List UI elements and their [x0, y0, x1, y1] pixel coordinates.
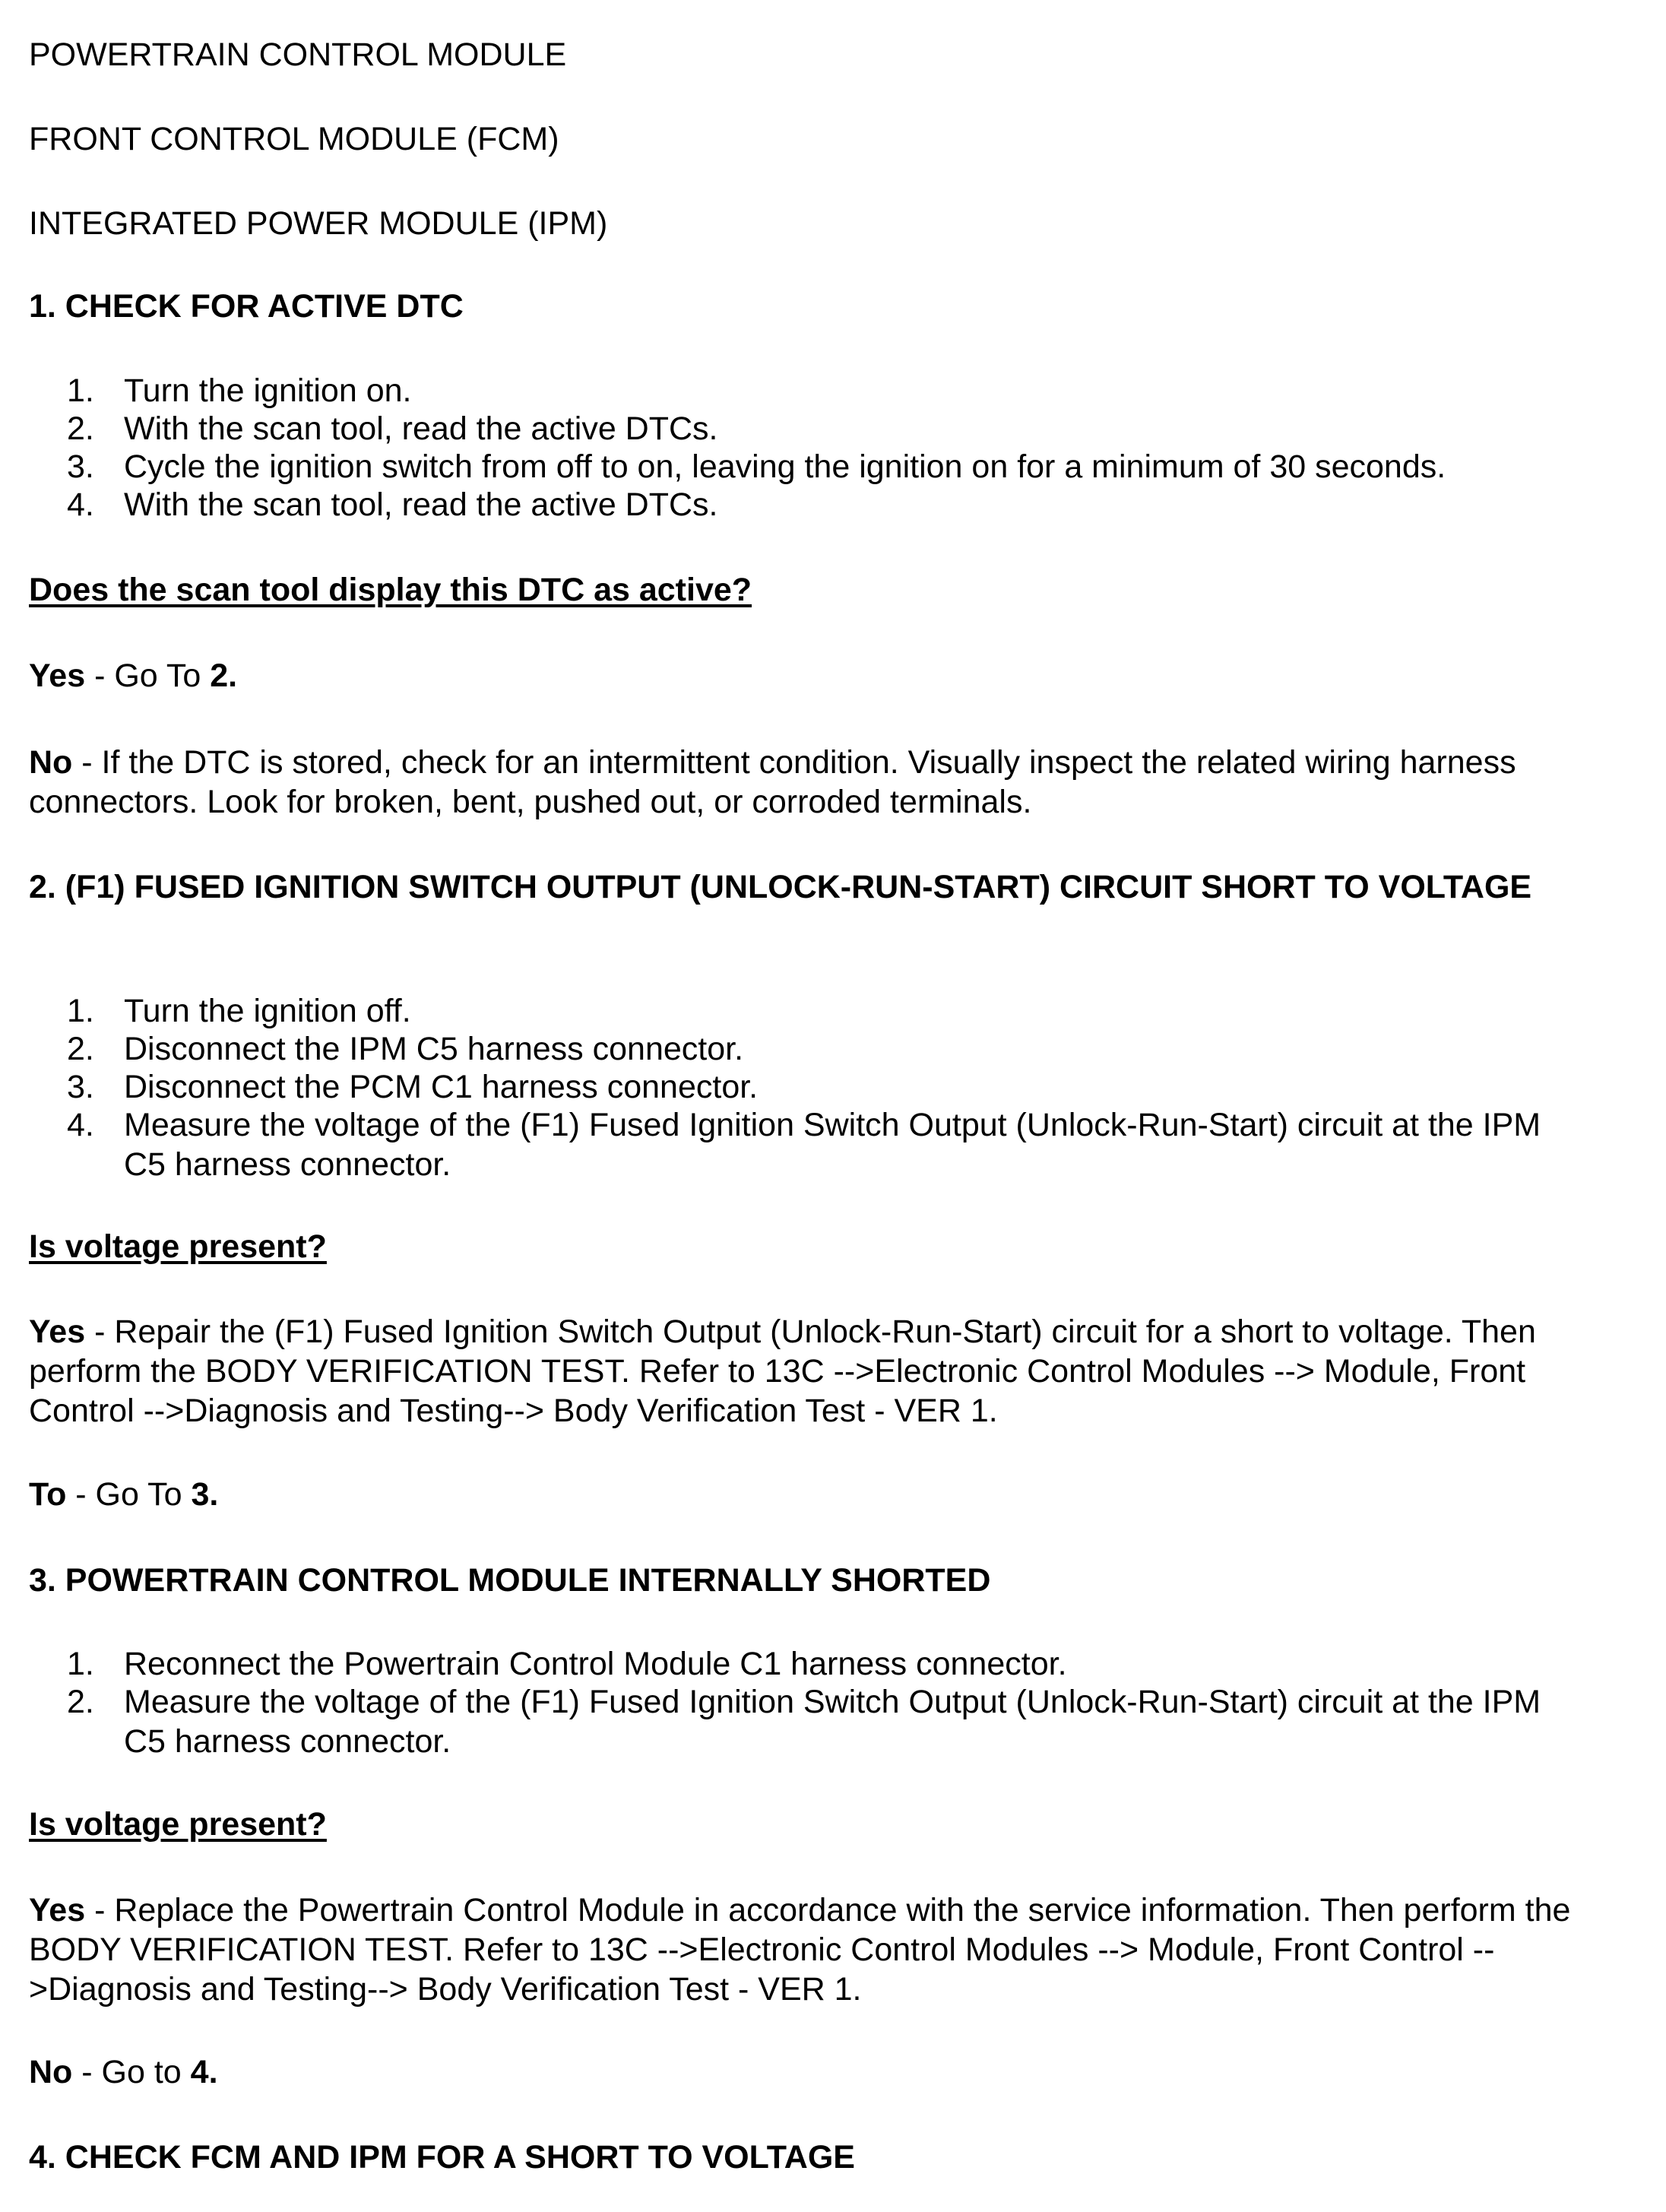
step3-no [29, 2052, 1636, 2092]
step3-yes [29, 1890, 1636, 2009]
list-item [29, 1029, 1625, 1069]
step3-title: 3. POWERTRAIN CONTROL MODULE INTERNALLY SHORTED [29, 1562, 991, 1599]
step2-no [29, 1475, 1636, 1514]
list-text: Turn the ignition off. [124, 993, 411, 1029]
list-item [29, 1105, 1549, 1184]
list-text: Reconnect the Powertrain Control Module C1 harness connector. [124, 1646, 1067, 1682]
list-text: With the scan tool, read the active DTCs. [124, 486, 718, 523]
yes-text: - Go To [85, 658, 211, 694]
list-item [29, 409, 1625, 448]
list-text: Disconnect the PCM C1 harness connector. [124, 1069, 759, 1105]
heading-ipm: INTEGRATED POWER MODULE (IPM) [29, 205, 608, 242]
list-item [29, 371, 1625, 410]
list-item [29, 447, 1625, 486]
list-number: 4. [67, 1107, 94, 1143]
list-item [29, 1682, 1549, 1761]
step1-yes [29, 656, 1636, 696]
step2-yes [29, 1312, 1567, 1431]
step3-question: Is voltage present? [29, 1806, 327, 1843]
list-text: Cycle the ignition switch from off to on, leaving the ignition on for a minimum of 30 seconds. [124, 448, 1446, 485]
yes-label: Yes [29, 658, 86, 694]
list-item [29, 1067, 1625, 1107]
no-label: No [29, 2054, 73, 2090]
list-number: 3. [67, 448, 94, 485]
list-number: 4. [67, 486, 94, 523]
yes-ref: 2. [210, 658, 238, 694]
list-text: Measure the voltage of the (F1) Fused Ignition Switch Output (Unlock-Run-Start) circuit at the IPM C5 harness connector. [124, 1684, 1541, 1760]
no-ref: 3. [191, 1476, 219, 1513]
step1-no [29, 743, 1636, 822]
step4-title: 4. CHECK FCM AND IPM FOR A SHORT TO VOLTAGE [29, 2139, 855, 2176]
list-number: 1. [67, 372, 94, 409]
yes-label: Yes [29, 1314, 86, 1350]
list-number: 3. [67, 1069, 94, 1105]
heading-pcm: POWERTRAIN CONTROL MODULE [29, 36, 567, 73]
list-item [29, 991, 1625, 1031]
list-text: Disconnect the IPM C5 harness connector. [124, 1031, 744, 1067]
heading-fcm: FRONT CONTROL MODULE (FCM) [29, 121, 559, 157]
list-number: 2. [67, 1031, 94, 1067]
list-number: 1. [67, 993, 94, 1029]
step2-question: Is voltage present? [29, 1228, 327, 1265]
list-text: With the scan tool, read the active DTCs. [124, 410, 718, 447]
list-text: Measure the voltage of the (F1) Fused Ignition Switch Output (Unlock-Run-Start) circuit at the IPM C5 harness connector. [124, 1107, 1541, 1183]
yes-text: - Repair the (F1) Fused Ignition Switch Output (Unlock-Run-Start) circuit for a short to voltage. Then perform the BODY VERIFICATION TEST. Refer to 13C -->Electronic Control Modules --> Module, Front Control -->Diagnosis and Testing--> Body Verification Test - VER 1. [29, 1314, 1536, 1429]
no-text: - Go to [72, 2054, 191, 2090]
list-number: 2. [67, 410, 94, 447]
list-item [29, 1644, 1625, 1684]
list-number: 1. [67, 1646, 94, 1682]
no-label: To [29, 1476, 67, 1513]
list-number: 2. [67, 1684, 94, 1720]
yes-label: Yes [29, 1892, 86, 1928]
yes-text: - Replace the Powertrain Control Module in accordance with the service information. Then perform the BODY VERIFICATION TEST. Refer to 13C -->Electronic Control Modules --> Module, Front Control -->Diagnosis and Testing--> Body Verification Test - VER 1. [29, 1892, 1571, 2008]
list-text: Turn the ignition on. [124, 372, 412, 409]
list-item [29, 485, 1625, 524]
step2-title: 2. (F1) FUSED IGNITION SWITCH OUTPUT (UNLOCK-RUN-START) CIRCUIT SHORT TO VOLTAGE [29, 869, 1532, 905]
no-ref: 4. [190, 2054, 218, 2090]
no-text: - Go To [66, 1476, 192, 1513]
no-text: - If the DTC is stored, check for an intermittent condition. Visually inspect the related wiring harness connectors. Look for broken, bent, pushed out, or corroded terminals. [29, 744, 1516, 820]
no-label: No [29, 744, 73, 781]
step1-title: 1. CHECK FOR ACTIVE DTC [29, 288, 464, 325]
step1-question: Does the scan tool display this DTC as active? [29, 572, 752, 608]
